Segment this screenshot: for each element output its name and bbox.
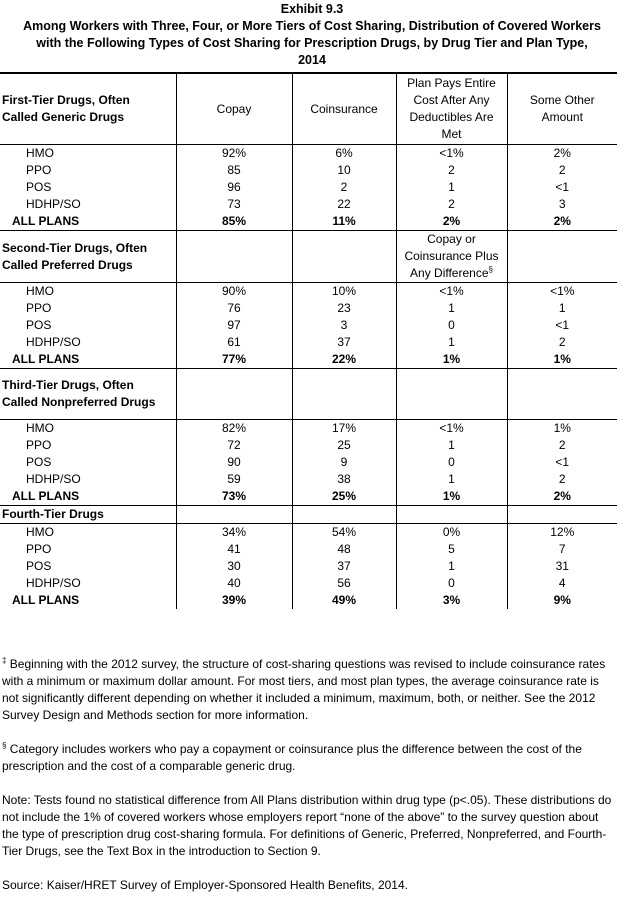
column-header-copay-or-coinsurance-plus: Copay or Coinsurance Plus Any Difference§ (396, 231, 507, 283)
table-row: HDHP/SO 40 56 0 4 (0, 575, 617, 592)
column-header-copay: Copay (176, 73, 292, 145)
section-header-fourth-tier (0, 506, 617, 524)
table-row: PPO 41 48 5 7 (0, 541, 617, 558)
exhibit-number: Exhibit 9.3 (280, 2, 344, 16)
table-row: HMO 92% 6% <1% 2% (0, 145, 617, 163)
title-line-3: 2014 (298, 53, 326, 67)
column-header-some-other-amount: Some Other Amount (507, 73, 617, 145)
section-header-second-tier (0, 231, 617, 283)
table-row: HMO 34% 54% 0% 12% (0, 524, 617, 542)
all-plans-row: ALL PLANS 85% 11% 2% 2% (0, 213, 617, 231)
column-header-plan-pays-entire: Plan Pays Entire Cost After Any Deductibles Are Met (396, 73, 507, 145)
table-row: PPO 85 10 2 2 (0, 162, 617, 179)
table-row: POS 97 3 0 <1 (0, 317, 617, 334)
all-plans-row: ALL PLANS 39% 49% 3% 9% (0, 592, 617, 609)
table-row: PPO 76 23 1 1 (0, 300, 617, 317)
section-heading: First-Tier Drugs, Often Called Generic Drugs (0, 73, 176, 145)
footnotes (2, 656, 618, 911)
title-line-1: Among Workers with Three, Four, or More Tiers of Cost Sharing, Distribution of Covered Workers (23, 19, 601, 33)
table-row: HDHP/SO 73 22 2 3 (0, 196, 617, 213)
exhibit-title (0, 0, 624, 69)
footnote-section: § Category includes workers who pay a copayment or coinsurance plus the difference between the cost of the prescription and the cost of a comparable generic drug. (2, 741, 582, 773)
section-header-first-tier (0, 73, 617, 145)
table-row: POS 30 37 1 31 (0, 558, 617, 575)
table-row: POS 96 2 1 <1 (0, 179, 617, 196)
note-text: Note: Tests found no statistical difference from All Plans distribution within drug type (p<.05). These distributions do not include the 1% of covered workers whose employers report “none of the above” to the survey question about the type of prescription drug cost-sharing formula. For definitions of Generic, Preferred, Nonpreferred, and Fourth-Tier Drugs, see the Text Box in the introduction to Section 9. (2, 793, 612, 858)
table-row: HDHP/SO 61 37 1 2 (0, 334, 617, 351)
title-line-2: with the Following Types of Cost Sharing for Prescription Drugs, by Drug Tier and Plan Type, (36, 36, 588, 50)
section-header-third-tier (0, 369, 617, 420)
section-heading: Fourth-Tier Drugs (0, 506, 176, 524)
section-heading: Third-Tier Drugs, Often Called Nonpreferred Drugs (0, 369, 176, 420)
all-plans-row: ALL PLANS 77% 22% 1% 1% (0, 351, 617, 369)
table-row: HDHP/SO 59 38 1 2 (0, 471, 617, 488)
table-row: PPO 72 25 1 2 (0, 437, 617, 454)
column-header-coinsurance: Coinsurance (292, 73, 396, 145)
source-text: Source: Kaiser/HRET Survey of Employer-Sponsored Health Benefits, 2014. (2, 878, 408, 892)
all-plans-row: ALL PLANS 73% 25% 1% 2% (0, 488, 617, 506)
cost-sharing-table (0, 72, 617, 609)
footnote-dagger: ‡ Beginning with the 2012 survey, the structure of cost-sharing questions was revised to include coinsurance rates with a minimum or maximum dollar amount. For most tiers, and most plan types, the average coinsurance rate is not significantly different depending on whether it included a minimum, maximum, both, or neither. See the 2012 Survey Design and Methods section for more information. (2, 656, 606, 722)
table-row: POS 90 9 0 <1 (0, 454, 617, 471)
section-heading: Second-Tier Drugs, Often Called Preferred Drugs (0, 231, 176, 283)
table-row: HMO 90% 10% <1% <1% (0, 283, 617, 301)
table-row: HMO 82% 17% <1% 1% (0, 420, 617, 438)
